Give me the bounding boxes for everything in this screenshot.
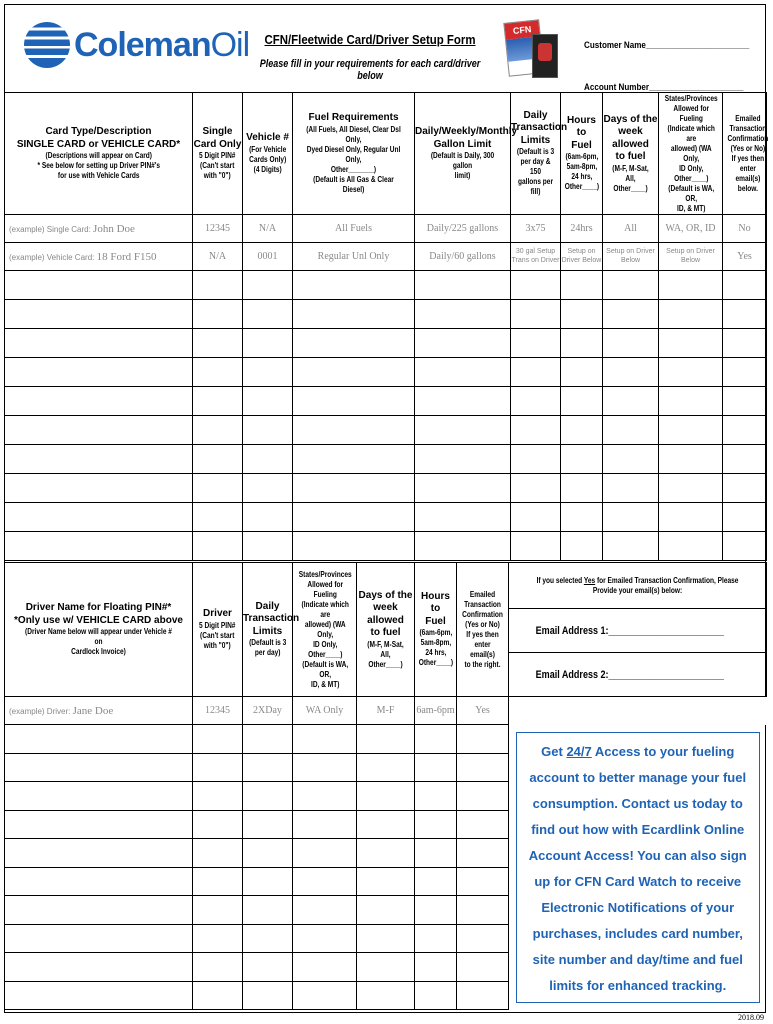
entry-cell[interactable] [293, 725, 357, 754]
example-row-driver [5, 697, 767, 725]
entry-cell[interactable] [659, 503, 723, 532]
entry-cell[interactable] [723, 329, 767, 358]
entry-cell[interactable] [511, 532, 561, 561]
entry-cell[interactable] [457, 924, 509, 953]
entry-cell[interactable] [561, 387, 603, 416]
entry-cell[interactable] [357, 725, 415, 754]
entry-cell[interactable] [415, 782, 457, 811]
entry-cell[interactable] [5, 503, 193, 532]
header-daily-transaction-limits: Daily Transaction Limits (Default is 3 per day & 150 gallons per fill) [511, 93, 561, 215]
entry-cell[interactable] [293, 953, 357, 982]
entry-cell[interactable] [723, 503, 767, 532]
entry-cell[interactable] [193, 782, 243, 811]
entry-cell[interactable] [293, 271, 415, 300]
entry-cell[interactable] [561, 358, 603, 387]
entry-cell[interactable] [293, 782, 357, 811]
entry-cell[interactable] [415, 387, 511, 416]
entry-cell[interactable] [193, 753, 243, 782]
driver-setup-table [4, 562, 767, 1010]
card-entry-row [5, 300, 767, 329]
entry-cell[interactable] [293, 445, 415, 474]
entry-cell[interactable] [5, 725, 193, 754]
entry-cell[interactable] [511, 300, 561, 329]
email-heading-a: If you selected [536, 575, 584, 585]
entry-cell[interactable] [415, 896, 457, 925]
header-vehicle-number: Vehicle # (For Vehicle Cards Only) (4 Digits) [243, 93, 293, 215]
entry-cell[interactable] [723, 387, 767, 416]
entry-cell[interactable] [243, 896, 293, 925]
email-heading-b: for Emailed Transaction Confirmation, Please Provide your email(s) below: [592, 575, 739, 595]
entry-cell[interactable] [457, 981, 509, 1010]
example-prefix: (example) Driver: [9, 706, 73, 716]
example-cell: Setup on Driver Below [659, 243, 723, 271]
entry-cell[interactable] [723, 445, 767, 474]
header-driver-name: Driver Name for Floating PIN#* *Only use w/ VEHICLE CARD above (Driver Name below will appear under Vehicle # on Cardlock Invoice) [5, 563, 193, 697]
example-cell: All Fuels [293, 215, 415, 243]
example-cell: Yes [457, 697, 509, 725]
example-name: 18 Ford F150 [96, 250, 157, 263]
entry-cell[interactable] [659, 300, 723, 329]
entry-cell[interactable] [5, 300, 193, 329]
example-cell: 24hrs [561, 215, 603, 243]
entry-cell[interactable] [243, 867, 293, 896]
entry-cell[interactable] [193, 532, 243, 561]
entry-cell[interactable] [193, 358, 243, 387]
example-row-vehicle-card [5, 243, 767, 271]
entry-cell[interactable] [5, 329, 193, 358]
entry-cell[interactable] [511, 329, 561, 358]
entry-cell[interactable] [415, 725, 457, 754]
entry-cell[interactable] [5, 358, 193, 387]
entry-cell[interactable] [603, 416, 659, 445]
promo-text-a: Get [541, 743, 567, 759]
entry-cell[interactable] [293, 300, 415, 329]
card-entry-row [5, 329, 767, 358]
header-driver-transaction-limits: Daily Transaction Limits (Default is 3 per day) [243, 563, 293, 697]
entry-cell[interactable] [293, 981, 357, 1010]
card-entry-row [5, 358, 767, 387]
entry-cell[interactable] [415, 416, 511, 445]
entry-cell[interactable] [603, 300, 659, 329]
entry-cell[interactable] [723, 416, 767, 445]
entry-cell[interactable] [561, 271, 603, 300]
entry-cell[interactable] [357, 924, 415, 953]
entry-cell[interactable] [723, 358, 767, 387]
entry-cell[interactable] [243, 782, 293, 811]
entry-cell[interactable] [193, 924, 243, 953]
entry-cell[interactable] [293, 867, 357, 896]
entry-cell[interactable] [561, 503, 603, 532]
card-logo-icon [538, 43, 552, 61]
spacer-cell [509, 697, 767, 725]
entry-cell[interactable] [723, 532, 767, 561]
entry-cell[interactable] [193, 503, 243, 532]
account-number-field[interactable]: Account Number_____________________ [584, 82, 744, 93]
entry-cell[interactable] [415, 503, 511, 532]
entry-cell[interactable] [5, 271, 193, 300]
entry-cell[interactable] [193, 953, 243, 982]
entry-cell[interactable] [659, 445, 723, 474]
promo-text-b: Access to your fueling account to better manage your fuel consumption. Contact us today to find out how with Ecardlink Online Account Access! You can also sign up for CFN Card Watch to receive Electronic Notifications of your purchases, includes card number, site number and day/time and fuel limits for enhanced tracking. [528, 743, 747, 993]
brand-name [74, 26, 249, 65]
entry-cell[interactable] [415, 839, 457, 868]
email-address-2-label: Email Address 2:_______________________ [535, 668, 724, 681]
entry-cell[interactable] [243, 953, 293, 982]
entry-cell[interactable] [293, 924, 357, 953]
example-cell: WA Only [293, 697, 357, 725]
entry-cell[interactable] [603, 503, 659, 532]
header-gallon-limit: Daily/Weekly/Monthly Gallon Limit (Default is Daily, 300 gallon limit) [415, 93, 511, 215]
entry-cell[interactable] [243, 725, 293, 754]
promo-247: 24/7 [566, 743, 592, 759]
entry-cell[interactable] [511, 445, 561, 474]
card-table-header [5, 93, 767, 215]
example-cell: M-F [357, 697, 415, 725]
entry-cell[interactable] [415, 810, 457, 839]
entry-cell[interactable] [457, 867, 509, 896]
entry-cell[interactable] [603, 474, 659, 503]
entry-cell[interactable] [193, 839, 243, 868]
email-address-2-field[interactable] [509, 653, 767, 697]
entry-cell[interactable] [293, 839, 357, 868]
entry-cell[interactable] [293, 329, 415, 358]
entry-cell[interactable] [415, 953, 457, 982]
ecardlink-promo [509, 725, 767, 1010]
example-cell: 12345 [193, 215, 243, 243]
header-driver-states: States/Provinces Allowed for Fueling (Indicate which are allowed) (WA Only, ID Only, Other____) (Default is WA, OR, ID, & MT) [293, 563, 357, 697]
entry-cell[interactable] [659, 416, 723, 445]
entry-cell[interactable] [243, 839, 293, 868]
entry-cell[interactable] [561, 416, 603, 445]
entry-cell[interactable] [243, 810, 293, 839]
driver-entry-row [5, 725, 767, 754]
entry-cell[interactable] [357, 896, 415, 925]
entry-cell[interactable] [561, 329, 603, 358]
entry-cell[interactable] [415, 981, 457, 1010]
entry-cell[interactable] [415, 329, 511, 358]
entry-cell[interactable] [193, 725, 243, 754]
entry-cell[interactable] [457, 782, 509, 811]
example-cell: 12345 [193, 697, 243, 725]
entry-cell[interactable] [193, 810, 243, 839]
entry-cell[interactable] [5, 953, 193, 982]
entry-cell[interactable] [5, 896, 193, 925]
entry-cell[interactable] [723, 300, 767, 329]
form-title: CFN/Fleetwide Card/Driver Setup Form [264, 32, 476, 47]
entry-cell[interactable] [5, 532, 193, 561]
header-single-card-pin: Single Card Only 5 Digit PIN# (Can't start with "0") [193, 93, 243, 215]
entry-cell[interactable] [511, 387, 561, 416]
entry-cell[interactable] [457, 810, 509, 839]
brand-oil: Oil [210, 25, 250, 64]
entry-cell[interactable] [243, 474, 293, 503]
card-entry-row [5, 445, 767, 474]
entry-cell[interactable] [415, 300, 511, 329]
entry-cell[interactable] [603, 532, 659, 561]
entry-cell[interactable] [457, 953, 509, 982]
example-cell: Daily/225 gallons [415, 215, 511, 243]
entry-cell[interactable] [603, 358, 659, 387]
entry-cell[interactable] [5, 753, 193, 782]
entry-cell[interactable] [193, 474, 243, 503]
entry-cell[interactable] [415, 474, 511, 503]
entry-cell[interactable] [243, 387, 293, 416]
entry-cell[interactable] [293, 753, 357, 782]
entry-cell[interactable] [193, 896, 243, 925]
entry-cell[interactable] [603, 387, 659, 416]
entry-cell[interactable] [659, 474, 723, 503]
entry-cell[interactable] [243, 924, 293, 953]
entry-cell[interactable] [243, 445, 293, 474]
form-subtitle: Please fill in your requirements for each card/driver below [259, 58, 481, 82]
entry-cell[interactable] [357, 810, 415, 839]
entry-cell[interactable] [357, 839, 415, 868]
example-cell: No [723, 215, 767, 243]
example-cell: 30 gal Setup Trans on Driver [511, 243, 561, 271]
entry-cell[interactable] [603, 271, 659, 300]
entry-cell[interactable] [243, 753, 293, 782]
example-cell: Daily/60 gallons [415, 243, 511, 271]
entry-cell[interactable] [415, 867, 457, 896]
entry-cell[interactable] [243, 358, 293, 387]
entry-cell[interactable] [293, 387, 415, 416]
entry-cell[interactable] [293, 503, 415, 532]
entry-cell[interactable] [193, 416, 243, 445]
entry-cell[interactable] [415, 271, 511, 300]
example-cell: All [603, 215, 659, 243]
entry-cell[interactable] [511, 358, 561, 387]
entry-cell[interactable] [415, 753, 457, 782]
entry-cell[interactable] [357, 867, 415, 896]
example-cell: 2XDay [243, 697, 293, 725]
example-name: John Doe [93, 222, 135, 235]
entry-cell[interactable] [723, 474, 767, 503]
entry-cell[interactable] [5, 839, 193, 868]
example-cell: Setup on Driver Below [603, 243, 659, 271]
coleman-oil-logo [24, 22, 249, 68]
card-setup-table [4, 92, 767, 561]
entry-cell[interactable] [603, 329, 659, 358]
example-name: Jane Doe [72, 704, 114, 717]
card-entry-row [5, 416, 767, 445]
card-entry-row [5, 387, 767, 416]
card-entry-row [5, 474, 767, 503]
example-cell: Regular Unl Only [293, 243, 415, 271]
entry-cell[interactable] [561, 532, 603, 561]
header-email-confirmation: Emailed Transaction Confirmation (Yes or No) If yes then enter email(s) below. [723, 93, 767, 215]
entry-cell[interactable] [193, 981, 243, 1010]
entry-cell[interactable] [243, 271, 293, 300]
example-cell: 0001 [243, 243, 293, 271]
entry-cell[interactable] [293, 416, 415, 445]
entry-cell[interactable] [603, 445, 659, 474]
entry-cell[interactable] [293, 358, 415, 387]
entry-cell[interactable] [457, 839, 509, 868]
entry-cell[interactable] [243, 416, 293, 445]
entry-cell[interactable] [5, 445, 193, 474]
entry-cell[interactable] [293, 532, 415, 561]
entry-cell[interactable] [243, 532, 293, 561]
entry-cell[interactable] [193, 445, 243, 474]
card-entry-row [5, 271, 767, 300]
entry-cell[interactable] [193, 271, 243, 300]
email-address-1-label: Email Address 1:_______________________ [535, 624, 724, 637]
entry-cell[interactable] [457, 753, 509, 782]
example-prefix: (example) Vehicle Card: [9, 252, 97, 262]
email-address-1-field[interactable] [509, 609, 767, 653]
entry-cell[interactable] [357, 782, 415, 811]
entry-cell[interactable] [293, 810, 357, 839]
brand-coleman: Coleman [74, 25, 211, 64]
entry-cell[interactable] [243, 503, 293, 532]
entry-cell[interactable] [511, 416, 561, 445]
entry-cell[interactable] [511, 271, 561, 300]
entry-cell[interactable] [357, 953, 415, 982]
header-days-allowed: Days of the week allowed to fuel (M-F, M-Sat, All, Other____) [603, 93, 659, 215]
header-fuel-requirements: Fuel Requirements (All Fuels, All Diesel, Clear Dsl Only, Dyed Diesel Only, Regular Unl Only, Other_______) (Default is All Gas & Clear Diesel) [293, 93, 415, 215]
entry-cell[interactable] [5, 387, 193, 416]
entry-cell[interactable] [193, 867, 243, 896]
email-heading [509, 563, 767, 609]
entry-cell[interactable] [5, 867, 193, 896]
example-prefix: (example) Single Card: [9, 224, 94, 234]
entry-cell[interactable] [5, 810, 193, 839]
entry-cell[interactable] [243, 981, 293, 1010]
header-hours-to-fuel: Hours to Fuel (6am-6pm, 5am-8pm, 24 hrs, Other____) [561, 93, 603, 215]
driver-table-header [5, 563, 767, 609]
entry-cell[interactable] [293, 474, 415, 503]
entry-cell[interactable] [5, 474, 193, 503]
entry-cell[interactable] [659, 358, 723, 387]
entry-cell[interactable] [193, 300, 243, 329]
example-card-description [5, 243, 193, 271]
example-cell: Setup on Driver Below [561, 243, 603, 271]
fleet-card-image [532, 34, 558, 78]
entry-cell[interactable] [457, 896, 509, 925]
header-card-type: Card Type/Description SINGLE CARD or VEHICLE CARD* (Descriptions will appear on Card) * See below for setting up Driver PIN#'s for use with Vehicle Cards [5, 93, 193, 215]
entry-cell[interactable] [193, 329, 243, 358]
entry-cell[interactable] [415, 924, 457, 953]
example-driver-name [5, 697, 193, 725]
entry-cell[interactable] [5, 416, 193, 445]
example-row-single-card [5, 215, 767, 243]
example-cell: N/A [243, 215, 293, 243]
header-driver-email-confirmation: Emailed Transaction Confirmation (Yes or No) If yes then enter email(s) to the right. [457, 563, 509, 697]
example-cell: 3x75 [511, 215, 561, 243]
entry-cell[interactable] [659, 271, 723, 300]
entry-cell[interactable] [659, 387, 723, 416]
header-states-allowed: States/Provinces Allowed for Fueling (Indicate which are allowed) (WA Only, ID Only, Other____) (Default is WA, OR, ID, & MT) [659, 93, 723, 215]
example-cell: WA, OR, ID [659, 215, 723, 243]
customer-name-field[interactable]: Customer Name_______________________ [584, 40, 750, 51]
entry-cell[interactable] [243, 329, 293, 358]
header-driver-pin: Driver 5 Digit PIN# (Can't start with "0") [193, 563, 243, 697]
form-version: 2018.09 [738, 1013, 764, 1022]
example-card-description [5, 215, 193, 243]
entry-cell[interactable] [561, 445, 603, 474]
entry-cell[interactable] [659, 329, 723, 358]
entry-cell[interactable] [511, 503, 561, 532]
entry-cell[interactable] [511, 474, 561, 503]
entry-cell[interactable] [561, 474, 603, 503]
entry-cell[interactable] [5, 782, 193, 811]
entry-cell[interactable] [357, 753, 415, 782]
example-cell: N/A [193, 243, 243, 271]
entry-cell[interactable] [415, 358, 511, 387]
entry-cell[interactable] [193, 387, 243, 416]
card-entry-row [5, 503, 767, 532]
header-driver-days: Days of the week allowed to fuel (M-F, M-Sat, All, Other____) [357, 563, 415, 697]
entry-cell[interactable] [457, 725, 509, 754]
card-entry-row [5, 532, 767, 561]
entry-cell[interactable] [293, 896, 357, 925]
entry-cell[interactable] [659, 532, 723, 561]
example-cell: 6am-6pm [415, 697, 457, 725]
globe-icon [24, 22, 70, 68]
entry-cell[interactable] [357, 981, 415, 1010]
example-cell: Yes [723, 243, 767, 271]
entry-cell[interactable] [243, 300, 293, 329]
entry-cell[interactable] [5, 924, 193, 953]
email-heading-yes: Yes [583, 575, 596, 585]
entry-cell[interactable] [415, 445, 511, 474]
entry-cell[interactable] [5, 981, 193, 1010]
header-driver-hours: Hours to Fuel (6am-6pm, 5am-8pm, 24 hrs, Other____) [415, 563, 457, 697]
entry-cell[interactable] [561, 300, 603, 329]
entry-cell[interactable] [723, 271, 767, 300]
entry-cell[interactable] [415, 532, 511, 561]
cfn-badge: CFN [504, 20, 539, 39]
